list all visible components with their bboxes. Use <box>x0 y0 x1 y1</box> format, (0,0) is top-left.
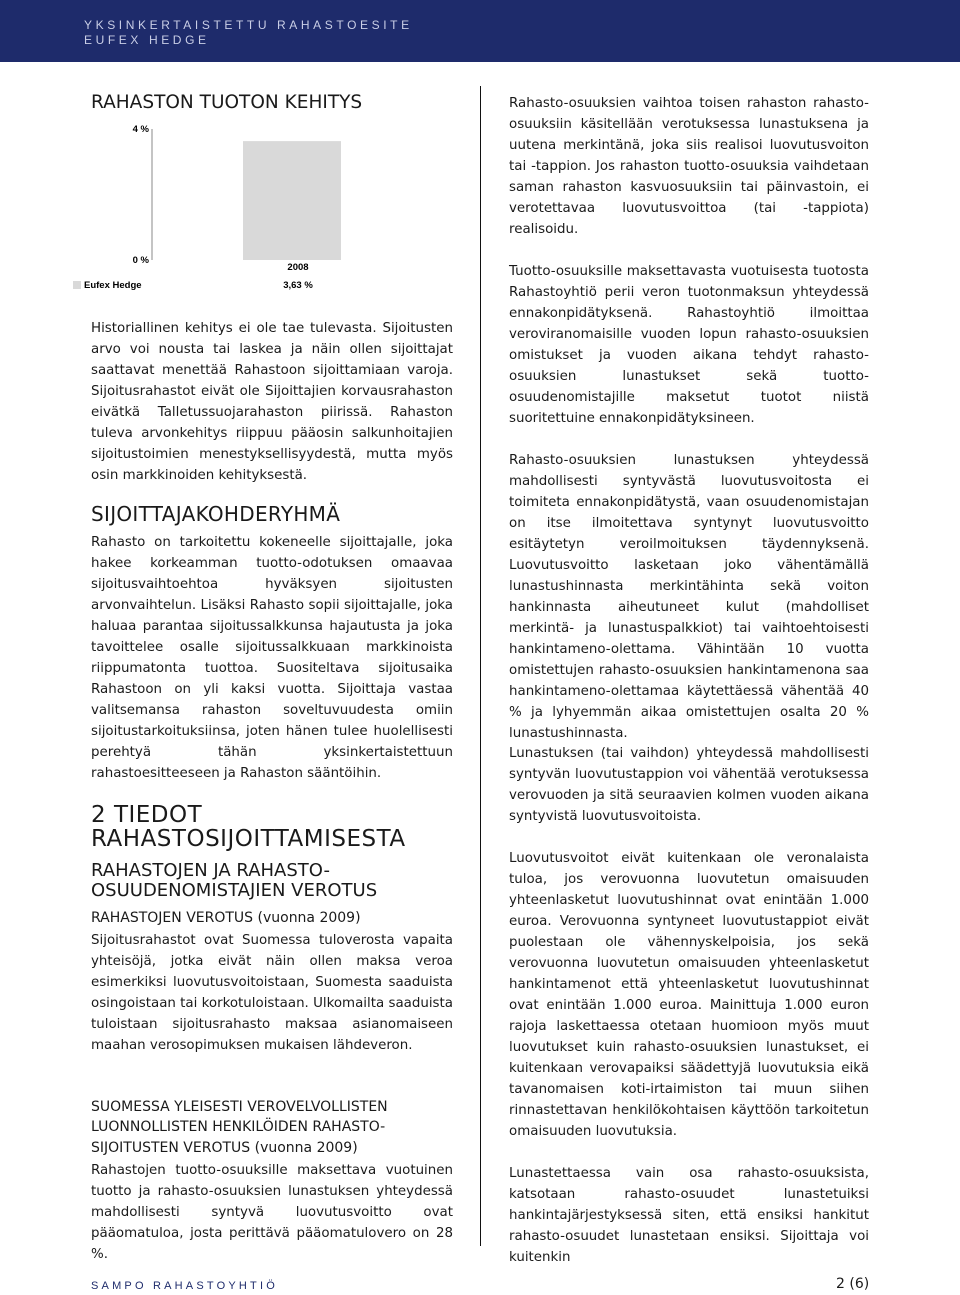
chart-heading: RAHASTON TUOTON KEHITYS <box>91 92 363 113</box>
taxation-heading-line2: OSUUDENOMISTAJIEN VEROTUS <box>91 880 378 901</box>
document-title: YKSINKERTAISTETTU RAHASTOESITE <box>84 18 413 32</box>
y-tick-label-bottom: 0 % <box>132 255 149 266</box>
redemption-gain-text: Rahasto-osuuksien lunastuksen yhteydessä mahdollisesti syntyvästä luovutusvoitosta ei toimiteta ennakonpidätystä, vaan osuudenomistajan on itse ilmoitettava syntynyt luovutusvoitto esitäytetyn veroilmoituksen täydennyksenä. Luovutusvoitto lasketaan joko vähentämällä lunastushinnasta merkintähinta sekä voiton hankinnasta aiheutuneet kulut (mahdolliset merkintä- ja lunastuspalkkiot) tai vaihtoehtoisesti hankintameno-olettama. Vähintään 10 vuotta omistettujen rahasto-osuuksien hankintamenona saa hankintameno-olettamaa käytettäessä vähentää 40 % ja lyhyemmän aikaa omistettujen osalta 20 % lunastushinnasta. <box>509 453 869 741</box>
bar-2008 <box>243 141 341 260</box>
persons-taxation-text: Rahastojen tuotto-osuuksille maksettava vuotuinen tuotto ja rahasto-osuuksien lunastuksen yhteydessä mahdollisesti syntyvä luovutusvoitto ovat pääomatuloa, josta perittävä pääomatulovero on 28 %. <box>91 1163 453 1262</box>
header-band <box>0 0 960 62</box>
legend-swatch <box>73 281 81 289</box>
data-label-2008: 3,63 % <box>283 280 313 291</box>
y-tick-label-top: 4 % <box>132 124 149 135</box>
fund-name: EUFEX HEDGE <box>84 33 210 47</box>
column-divider <box>480 86 481 1246</box>
section-2-heading-line1: 2 TIEDOT <box>91 802 203 828</box>
fund-exchange-text: Rahasto-osuuksien vaihtoa toisen rahaston rahasto-osuuksiin käsitellään verotuksessa lunastuksena ja uutena merkintänä, joka siis realisoi luovutusvoiton tai -tappion. Jos rahaston tuotto-osuuksia vaihdetaan saman rahaston kasvuosuuksiin tai päinvastoin, ei verotettavaa luovutusvoittoa (tai -tappiota) realisoidu. <box>509 96 869 237</box>
fund-return-chart <box>70 85 470 295</box>
footer-company: SAMPO RAHASTOYHTIÖ <box>91 1280 278 1292</box>
exemption-limit-text: Luovutusvoitot eivät kuitenkaan ole veronalaista tuloa, jos verovuonna luovutetun omaisuuden yhteenlasketut luovutushinnat ovat enintään 1.000 euroa. Verovuonna syntyneet luovutustappiot eivät puolestaan ole vähennyskelpoisia, jos sekä verovuonna luovutetun omaisuuden yhteenlasketut hankintamenot että yhteenlasketut luovutushinnat ovat enintään 1.000 euroa. Mainittuja 1.000 euron rajoja laskettaessa otetaan huomioon myös muut luovutukset kuin rahasto-osuuksien lunastukset, ei kuitenkaan verovapaiksi säädettyjä luovutuksia eikä tavanomaisen koti-irtaimiston tai muun siihen rinnastettavan henkilökohtaisen käyttöön tarkoitetun omaisuuden luovutuksia. <box>509 851 869 1139</box>
legend-label: Eufex Hedge <box>84 280 142 291</box>
persons-taxation-heading-line2: LUONNOLLISTEN HENKILÖIDEN RAHASTO- <box>91 1119 386 1135</box>
x-tick-label-2008: 2008 <box>287 262 309 273</box>
page-number: 2 (6) <box>836 1276 870 1292</box>
persons-taxation-heading-line3: SIJOITUSTEN VEROTUS (vuonna 2009) <box>91 1140 358 1156</box>
fund-taxation-text: Sijoitusrahastot ovat Suomessa tuloverosta vapaita yhteisöjä, jotka eivät näin ollen maksa veroa esimerkiksi luovutusvoitoistaan, Suomesta saaduista osingoistaan tai korkotuloistaan. Ulkomailta saaduista tuloistaan sijoitusrahasto maksaa asianomaiseen maahan verosopimuksen mukaisen lähdeveron. <box>91 933 453 1053</box>
target-group-text: Rahasto on tarkoitettu kokeneelle sijoittajalle, joka hakee korkeamman tuotto-odotuksen omaavaa sijoitusvaihtoehtoa hyväksyen sijoitusten arvonvaihtelun. Lisäksi Rahasto sopii sijoittajalle, joka haluaa parantaa sijoitussalkkunsa hajautusta ja joka tavoittelee osalle sijoitussalkkuaan markkinoista riippumatonta tuottoa. Suositeltava sijoitusaika Rahastoon on yli kaksi vuotta. Sijoittaja vastaa valitsemansa rahaston soveltuvuudesta omiin sijoitustarkoituksiinsa, joten hänen tulee huolellisesti perehtyä tähän yksinkertaistettuun rahastoesitteeseen ja Rahaston sääntöihin. <box>91 535 453 781</box>
fund-taxation-heading: RAHASTOJEN VEROTUS (vuonna 2009) <box>91 910 361 926</box>
persons-taxation-heading-line1: SUOMESSA YLEISESTI VEROVELVOLLISTEN <box>91 1099 388 1115</box>
annual-yield-tax-text: Tuotto-osuuksille maksettavasta vuotuisesta tuotosta Rahastoyhtiö perii veron tuotonmaksun yhteydessä ennakonpidätyksenä. Rahastoyhtiö ilmoittaa veroviranomaisille vuoden lopun rahasto-osuuksien omistukset ja vuoden aikana tehdyt rahasto-osuuksien lunastukset sekä tuotto-osuudenomistajille maksetut tuotot niistä suoritettuine ennakonpidätyksineen. <box>509 264 869 426</box>
history-disclaimer: Historiallinen kehitys ei ole tae tulevasta. Sijoitusten arvo voi nousta tai laskea ja näin ollen sijoittajat saattavat menettää Rahastoon sijoittamiaan varoja. Sijoitusrahastot eivät ole Sijoittajien korvausrahaston eivätkä Talletussuojarahaston piirissä. Rahaston tuleva arvonkehitys riippuu pääosin salkunhoitajien sijoitustoimien menestyksellisyydestä, mutta myös osin markkinoiden kehityksestä. <box>91 321 453 483</box>
transfer-loss-text: Lunastuksen (tai vaihdon) yhteydessä mahdollisesti syntyvän luovutustappion voi vähentää verotuksessa verovuoden ja sitä seuraavien kolmen vuoden aikana syntyvistä luovutusvoitoista. <box>509 746 869 824</box>
taxation-heading-line1: RAHASTOJEN JA RAHASTO- <box>91 860 330 881</box>
partial-redemption-text: Lunastettaessa vain osa rahasto-osuuksista, katsotaan rahasto-osuudet lunastetuiksi hankintajärjestyksessä siten, että ensiksi hankitut rahasto-osuudet lunastetaan ensiksi. Sijoittaja voi kuitenkin <box>509 1166 869 1265</box>
section-2-heading-line2: RAHASTOSIJOITTAMISESTA <box>91 826 406 852</box>
target-group-heading: SIJOITTAJAKOHDERYHMÄ <box>91 502 341 526</box>
